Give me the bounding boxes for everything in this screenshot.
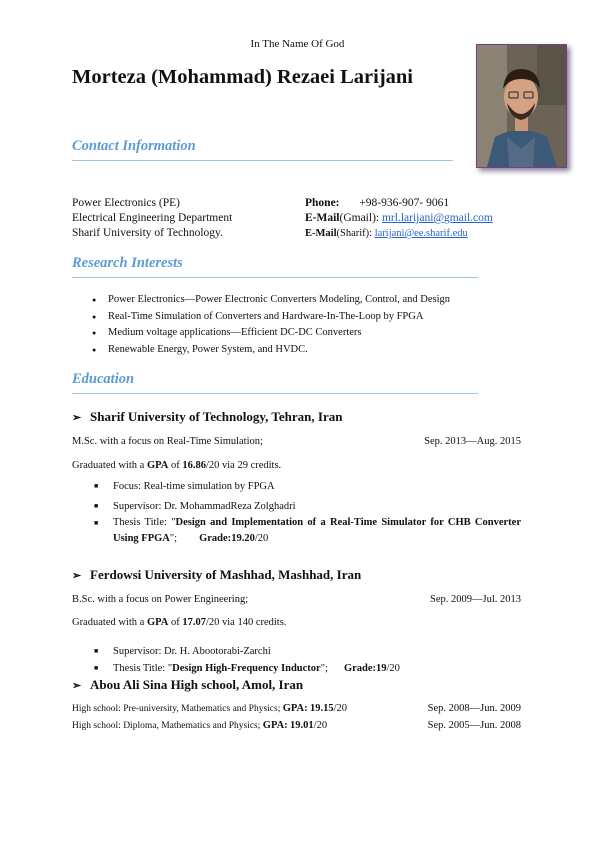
email-sharif-link[interactable]: larijani@ee.sharif.edu <box>374 228 468 239</box>
list-item: ■ Supervisor: Dr. H. Abootorabi-Zarchi <box>94 643 521 660</box>
gpa-label: GPA <box>146 617 169 628</box>
contact-heading: Contact Information <box>72 138 196 154</box>
person-name: Morteza (Mohammad) Rezaei Larijani <box>72 66 413 88</box>
email-provider: (Gmail): <box>339 212 382 224</box>
school-program: High school: Diploma, Mathematics and Physics; <box>72 721 261 731</box>
research-list <box>92 292 450 358</box>
arrow-bullet-icon: ➢ <box>72 570 82 582</box>
text: /20 via 140 credits. <box>205 617 287 628</box>
research-heading: Research Interests <box>72 255 183 271</box>
university-ferdowsi <box>72 567 361 583</box>
text: /20 via 29 credits. <box>205 460 282 471</box>
list-item: ● Real-Time Simulation of Converters and Hardware-In-The-Loop by FPGA <box>92 309 450 326</box>
header-dedication: In The Name Of God <box>250 38 345 50</box>
grade-value: 19 <box>376 663 387 674</box>
affiliation-line: Sharif University of Technology. <box>72 227 223 239</box>
list-item: ● Power Electronics—Power Electronic Converters Modeling, Control, and Design <box>92 292 450 309</box>
degree-date: Sep. 2009—Jul. 2013 <box>429 594 521 605</box>
text: Thesis Title: " <box>113 517 176 528</box>
graduation-line <box>72 617 286 628</box>
text: Graduated with a <box>72 460 147 471</box>
school-row <box>72 703 347 714</box>
text: /20 <box>386 663 400 674</box>
education-divider <box>72 393 478 394</box>
thesis-title: Design High-Frequency Inductor <box>172 663 321 674</box>
list-item: ■ Focus: Real-time simulation by FPGA <box>94 478 521 495</box>
thesis-item <box>94 660 521 677</box>
gpa-value: 16.86 <box>182 460 206 471</box>
school-row <box>72 720 327 731</box>
phone-label: Phone: <box>305 197 340 209</box>
research-divider <box>72 277 478 278</box>
text: Graduated with a <box>72 617 147 628</box>
degree-date: Sep. 2013—Aug. 2015 <box>424 436 521 447</box>
grade-label: Grade: <box>343 663 377 674</box>
gpa-value: 17.07 <box>182 617 206 628</box>
contact-affiliation <box>72 196 232 241</box>
university-sharif <box>72 409 342 425</box>
text: /20 <box>254 533 269 544</box>
text: of <box>168 460 183 471</box>
email-gmail-row <box>305 211 493 226</box>
university-name: Sharif University of Technology, Tehran, Iran <box>90 409 343 424</box>
degree-line: B.Sc. with a focus on Power Engineering; <box>72 594 249 605</box>
text: "; <box>169 533 178 544</box>
arrow-bullet-icon: ➢ <box>72 412 82 424</box>
school-date: Sep. 2008—Jun. 2009 <box>427 703 521 714</box>
text: of <box>168 617 183 628</box>
contact-divider <box>72 160 453 161</box>
email-label: E-Mail <box>305 228 337 239</box>
school-name: Abou Ali Sina High school, Amol, Iran <box>90 677 304 692</box>
list-item: ● Medium voltage applications—Efficient DC-DC Converters <box>92 325 450 342</box>
profile-photo <box>476 44 567 168</box>
gpa-label: GPA <box>146 460 169 471</box>
arrow-bullet-icon: ➢ <box>72 680 82 692</box>
grade-value: 19.20 <box>231 533 255 544</box>
thesis-item <box>94 515 521 547</box>
school-date: Sep. 2005—Jun. 2008 <box>427 720 521 731</box>
email-gmail-link[interactable]: mrl.larijani@gmail.com <box>381 212 493 224</box>
phone-value: +98-936-907- 9061 <box>359 197 450 209</box>
email-label: E-Mail <box>305 212 340 224</box>
ferdowsi-details <box>94 643 521 677</box>
affiliation-line: Electrical Engineering Department <box>72 212 233 224</box>
list-item: ● Renewable Energy, Power System, and HVDC. <box>92 342 450 359</box>
high-school <box>72 677 303 693</box>
phone-row <box>305 196 493 211</box>
email-sharif-row <box>305 226 493 241</box>
grade-label: Grade: <box>199 533 232 544</box>
degree-line: M.Sc. with a focus on Real-Time Simulation; <box>72 436 263 447</box>
thesis-title: Design and Implementation of a Real-Time Simulator for CHB Converter Using FPGA <box>113 517 521 544</box>
graduation-line <box>72 460 281 471</box>
contact-details <box>305 196 493 241</box>
sharif-details <box>94 478 521 547</box>
text: /20 <box>333 703 348 714</box>
gpa-label: GPA: <box>262 720 288 731</box>
list-item: ■ Supervisor: Dr. MohammadReza Zolghadri <box>94 498 521 515</box>
text: /20 <box>313 720 328 731</box>
affiliation-line: Power Electronics (PE) <box>72 197 180 209</box>
gpa-value: 19.01 <box>290 720 314 731</box>
gpa-label: GPA: <box>282 703 308 714</box>
text: "; <box>320 663 328 674</box>
university-name: Ferdowsi University of Mashhad, Mashhad, Iran <box>90 567 362 582</box>
school-program: High school: Pre-university, Mathematics and Physics; <box>72 704 281 714</box>
education-heading: Education <box>72 371 135 387</box>
gpa-value: 19.15 <box>310 703 334 714</box>
text: Thesis Title: " <box>113 663 173 674</box>
email-provider: (Sharif): <box>336 228 375 239</box>
